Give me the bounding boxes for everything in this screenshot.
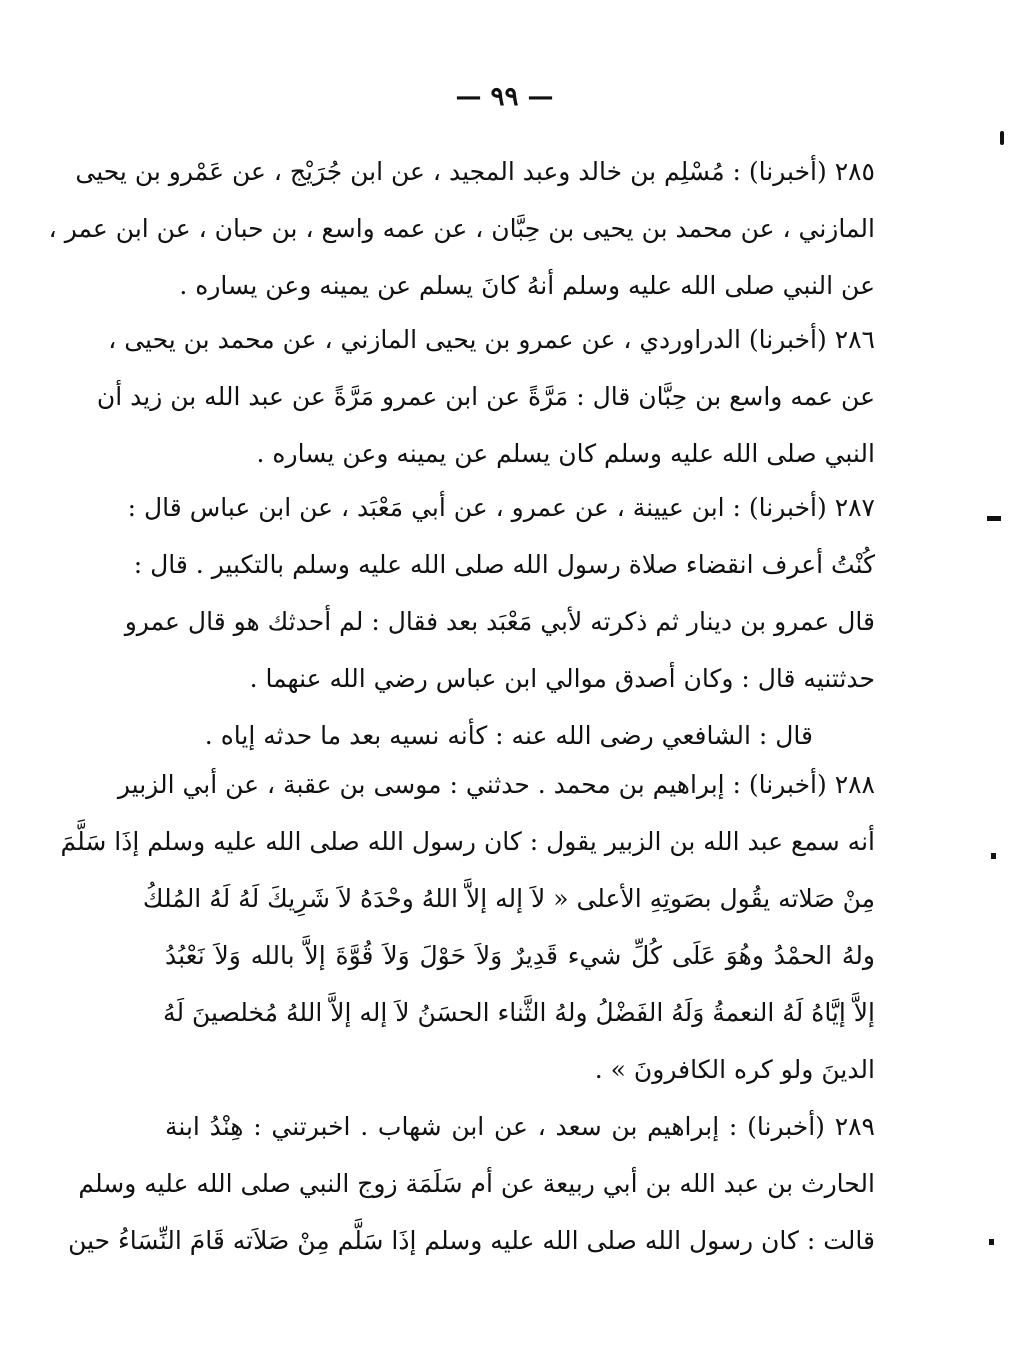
page-number: — ٩٩ —: [455, 82, 554, 112]
hadith-entry-289: [68, 1098, 875, 1269]
entry-288-line-2: أنه سمع عبد الله بن الزبير يقول : كان رسول الله صلى الله عليه وسلم إذَا سَلَّمَ: [60, 827, 875, 856]
scan-margin-mark-middle: [987, 516, 1001, 521]
hadith-entry-287: [124, 479, 875, 764]
entry-289-line-1: ٢٨٩ (أخبرنا) : إبراهيم بن سعد ، عن ابن شهاب . اخبرتني : هِنْدُ ابنة: [165, 1112, 875, 1141]
entry-285-line-3: عن النبي صلى الله عليه وسلم أنهُ كانَ يسلم عن يمينه وعن يساره .: [179, 271, 875, 300]
entry-287-line-1: ٢٨٧ (أخبرنا) : ابن عيينة ، عن عمرو ، عن أبي مَعْبَد ، عن ابن عباس قال :: [127, 493, 875, 522]
entry-287-note: قال : الشافعي رضى الله عنه : كأنه نسيه بعد ما حدثه إياه .: [204, 721, 813, 750]
entry-287-line-3: قال عمرو بن دينار ثم ذكرته لأبي مَعْبَد بعد فقال : لم أحدثك هو قال عمرو: [124, 607, 875, 636]
entry-287-line-2: كُنْتُ أعرف انقضاء صلاة رسول الله صلى الله عليه وسلم بالتكبير . قال :: [133, 550, 875, 579]
scan-margin-mark-dot-2: [989, 1239, 994, 1245]
entry-288-line-4: ولهُ الحمْدُ وهُوَ عَلَى كُلِّ شيء قَدِيرٌ وَلاَ حَوْلَ وَلاَ قُوَّةَ إلاَّ بالله وَلاَ نَعْبُدُ: [165, 941, 875, 970]
entry-287-line-4: حدثتنيه قال : وكان أصدق موالي ابن عباس رضي الله عنهما .: [249, 664, 875, 693]
hadith-entry-285: [48, 143, 875, 314]
scan-margin-mark-top: [1000, 131, 1004, 145]
entry-288-line-6: الدينَ ولو كره الكافرونَ » .: [594, 1055, 875, 1084]
scan-margin-mark-dot-1: [991, 853, 996, 859]
entry-289-line-3: قالت : كان رسول الله صلى الله عليه وسلم إذَا سَلَّم مِنْ صَلاَته قَامَ النِّسَاءُ حين: [68, 1226, 875, 1255]
entry-286-line-2: عن عمه واسع بن حِبَّان قال : مَرَّةً عن ابن عمرو مَرَّةً عن عبد الله بن زيد أن: [96, 382, 875, 411]
entry-288-line-5: إلاَّ إيَّاهُ لَهُ النعمةُ وَلَهُ الفَضْلُ ولهُ الثَّناء الحسَنُ لاَ إله إلاَّ اللهُ مُخلصينَ لَهُ: [163, 998, 875, 1027]
entry-286-line-1: ٢٨٦ (أخبرنا) الدراوردي ، عن عمرو بن يحيى المازني ، عن محمد بن يحيى ،: [108, 325, 875, 354]
entry-285-line-1: ٢٨٥ (أخبرنا) : مُسْلِم بن خالد وعبد المجيد ، عن ابن جُرَيْج ، عن عَمْرو بن يحيى: [75, 157, 875, 186]
entry-286-line-3: النبي صلى الله عليه وسلم كان يسلم عن يمينه وعن يساره .: [256, 439, 875, 468]
entry-288-line-1: ٢٨٨ (أخبرنا) : إبراهيم بن محمد . حدثني : موسى بن عقبة ، عن أبي الزبير: [117, 770, 875, 799]
entry-285-line-2: المازني ، عن محمد بن يحيى بن حِبَّان ، عن عمه واسع ، بن حبان ، عن ابن عمر ،: [48, 214, 875, 243]
hadith-entry-288: [60, 756, 875, 1098]
hadith-entry-286: [96, 311, 875, 482]
entry-289-line-2: الحارث بن عبد الله بن أبي ربيعة عن أم سَلَمَة زوج النبي صلى الله عليه وسلم: [78, 1169, 875, 1198]
entry-288-line-3: مِنْ صَلاته يقُول بصَوتِهِ الأعلى « لاَ إله إلاَّ اللهُ وحْدَهُ لاَ شَرِيكَ لَهُ لَهُ المُلكُ: [142, 884, 875, 913]
